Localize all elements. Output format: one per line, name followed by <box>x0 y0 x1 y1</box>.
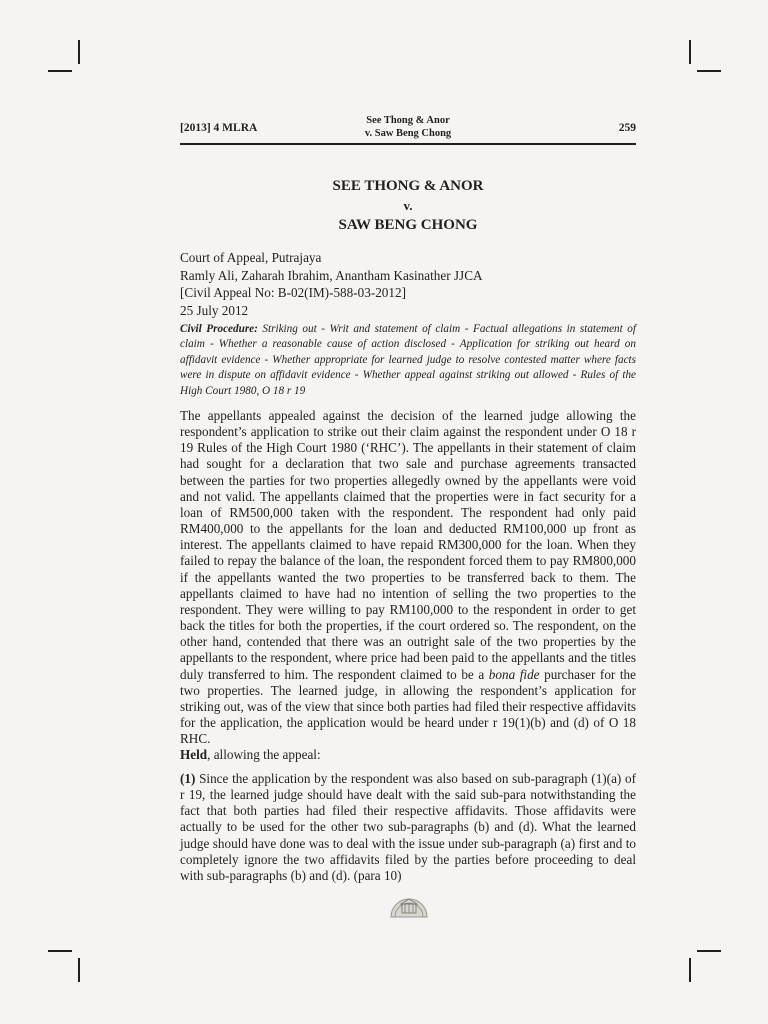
page-number: 259 <box>618 122 636 134</box>
crop-mark <box>697 950 721 952</box>
case-summary: The appellants appealed against the decision of the learned judge allowing the respondent’s application to strike out their claim against the respondent under O 18 r 19 Rules of the High Court 1980 (‘RHC’). The appellants in their statement of claim had sought for a declaration that two sale and purchase agreements transacted between the parties for two properties allegedly owned by the appellants were void and not valid. The appellants claimed that the properties were in fact security for a loan of RM500,000 taken with the respondent. The respondent had only paid RM400,000 to the appellants for the loan and deducted RM100,000 up front as interest. The appellants claimed to have repaid RM300,000 for the loan. When they failed to repay the balance of the loan, the respondent forced them to pay RM800,000 if the appellants wanted the two properties to be transferred back to them. The appellants claimed to have had no intention of selling the two properties to the respondent. They were willing to pay RM100,000 to the respondent in order to get back the titles for both the properties, if the court ordered so. The respondent, on the other hand, contended that there was an outright sale of the two properties by the appellants to the respondent, where price had been paid to the appellants and the titles duly transferred to him. The respondent claimed to be a bona fide purchaser for the two properties. The learned judge, in allowing the respondent’s application for striking out, was of the view that since both parties had filed their respective affidavits for the application, the application would be heard under r 19(1)(b) and (d) of O 18 RHC. <box>180 408 636 747</box>
crop-mark <box>78 40 80 64</box>
appeal-number: [Civil Appeal No: B-02(IM)-588-03-2012] <box>180 285 406 301</box>
decision-date: 25 July 2012 <box>180 302 249 318</box>
crop-mark <box>697 70 721 72</box>
party-appellants: SEE THONG & ANOR <box>332 178 484 194</box>
citation: [2013] 4 MLRA <box>180 122 258 134</box>
crop-mark <box>48 70 72 72</box>
court-name: Court of Appeal, Putrajaya <box>180 250 322 265</box>
catchwords: Civil Procedure: Striking out - Writ and statement of claim - Factual allegations in statement of claim - Whether a reasonable cause of action disclosed - Application for striking out heard on affidavit evidence - Whether appropriate for learned judge to resolve contested matter where facts were in dispute on affidavit evidence - Whether appeal against striking out allowed - Rules of the High Court 1980, O 18 r 19 <box>180 323 636 397</box>
case-title <box>180 176 636 235</box>
versus: v. <box>403 198 413 213</box>
crop-mark <box>689 40 691 64</box>
header-rule <box>180 143 636 145</box>
court-details <box>180 249 636 319</box>
judges: Ramly Ali, Zaharah Ibrahim, Anantham Kasinather JJCA <box>180 267 483 283</box>
crop-mark <box>48 950 72 952</box>
running-header <box>180 112 636 140</box>
holding-1: (1) Since the application by the respondent was also based on sub-paragraph (1)(a) of r 19, the learned judge should have dealt with the said sub-para notwithstanding the fact that both parties had filed their respective affidavits. Those affidavits were actually to be used for the other two sub-paragraphs (b) and (d). What the learned judge should have done was to deal with the issue under sub-paragraph (a) first and to completely ignore the two affidavits filed by the parties before proceeding to deal with sub-paragraphs (b) and (d). (para 10) <box>180 771 636 883</box>
publisher-seal-icon <box>389 893 429 919</box>
case-short-title: See Thong & Anor v. Saw Beng Chong <box>364 115 452 139</box>
crop-mark <box>78 958 80 982</box>
catchwords-heading: Civil Procedure: <box>180 323 258 335</box>
held-line: Held, allowing the appeal: <box>180 747 321 762</box>
crop-mark <box>689 958 691 982</box>
party-respondent: SAW BENG CHONG <box>338 217 478 233</box>
